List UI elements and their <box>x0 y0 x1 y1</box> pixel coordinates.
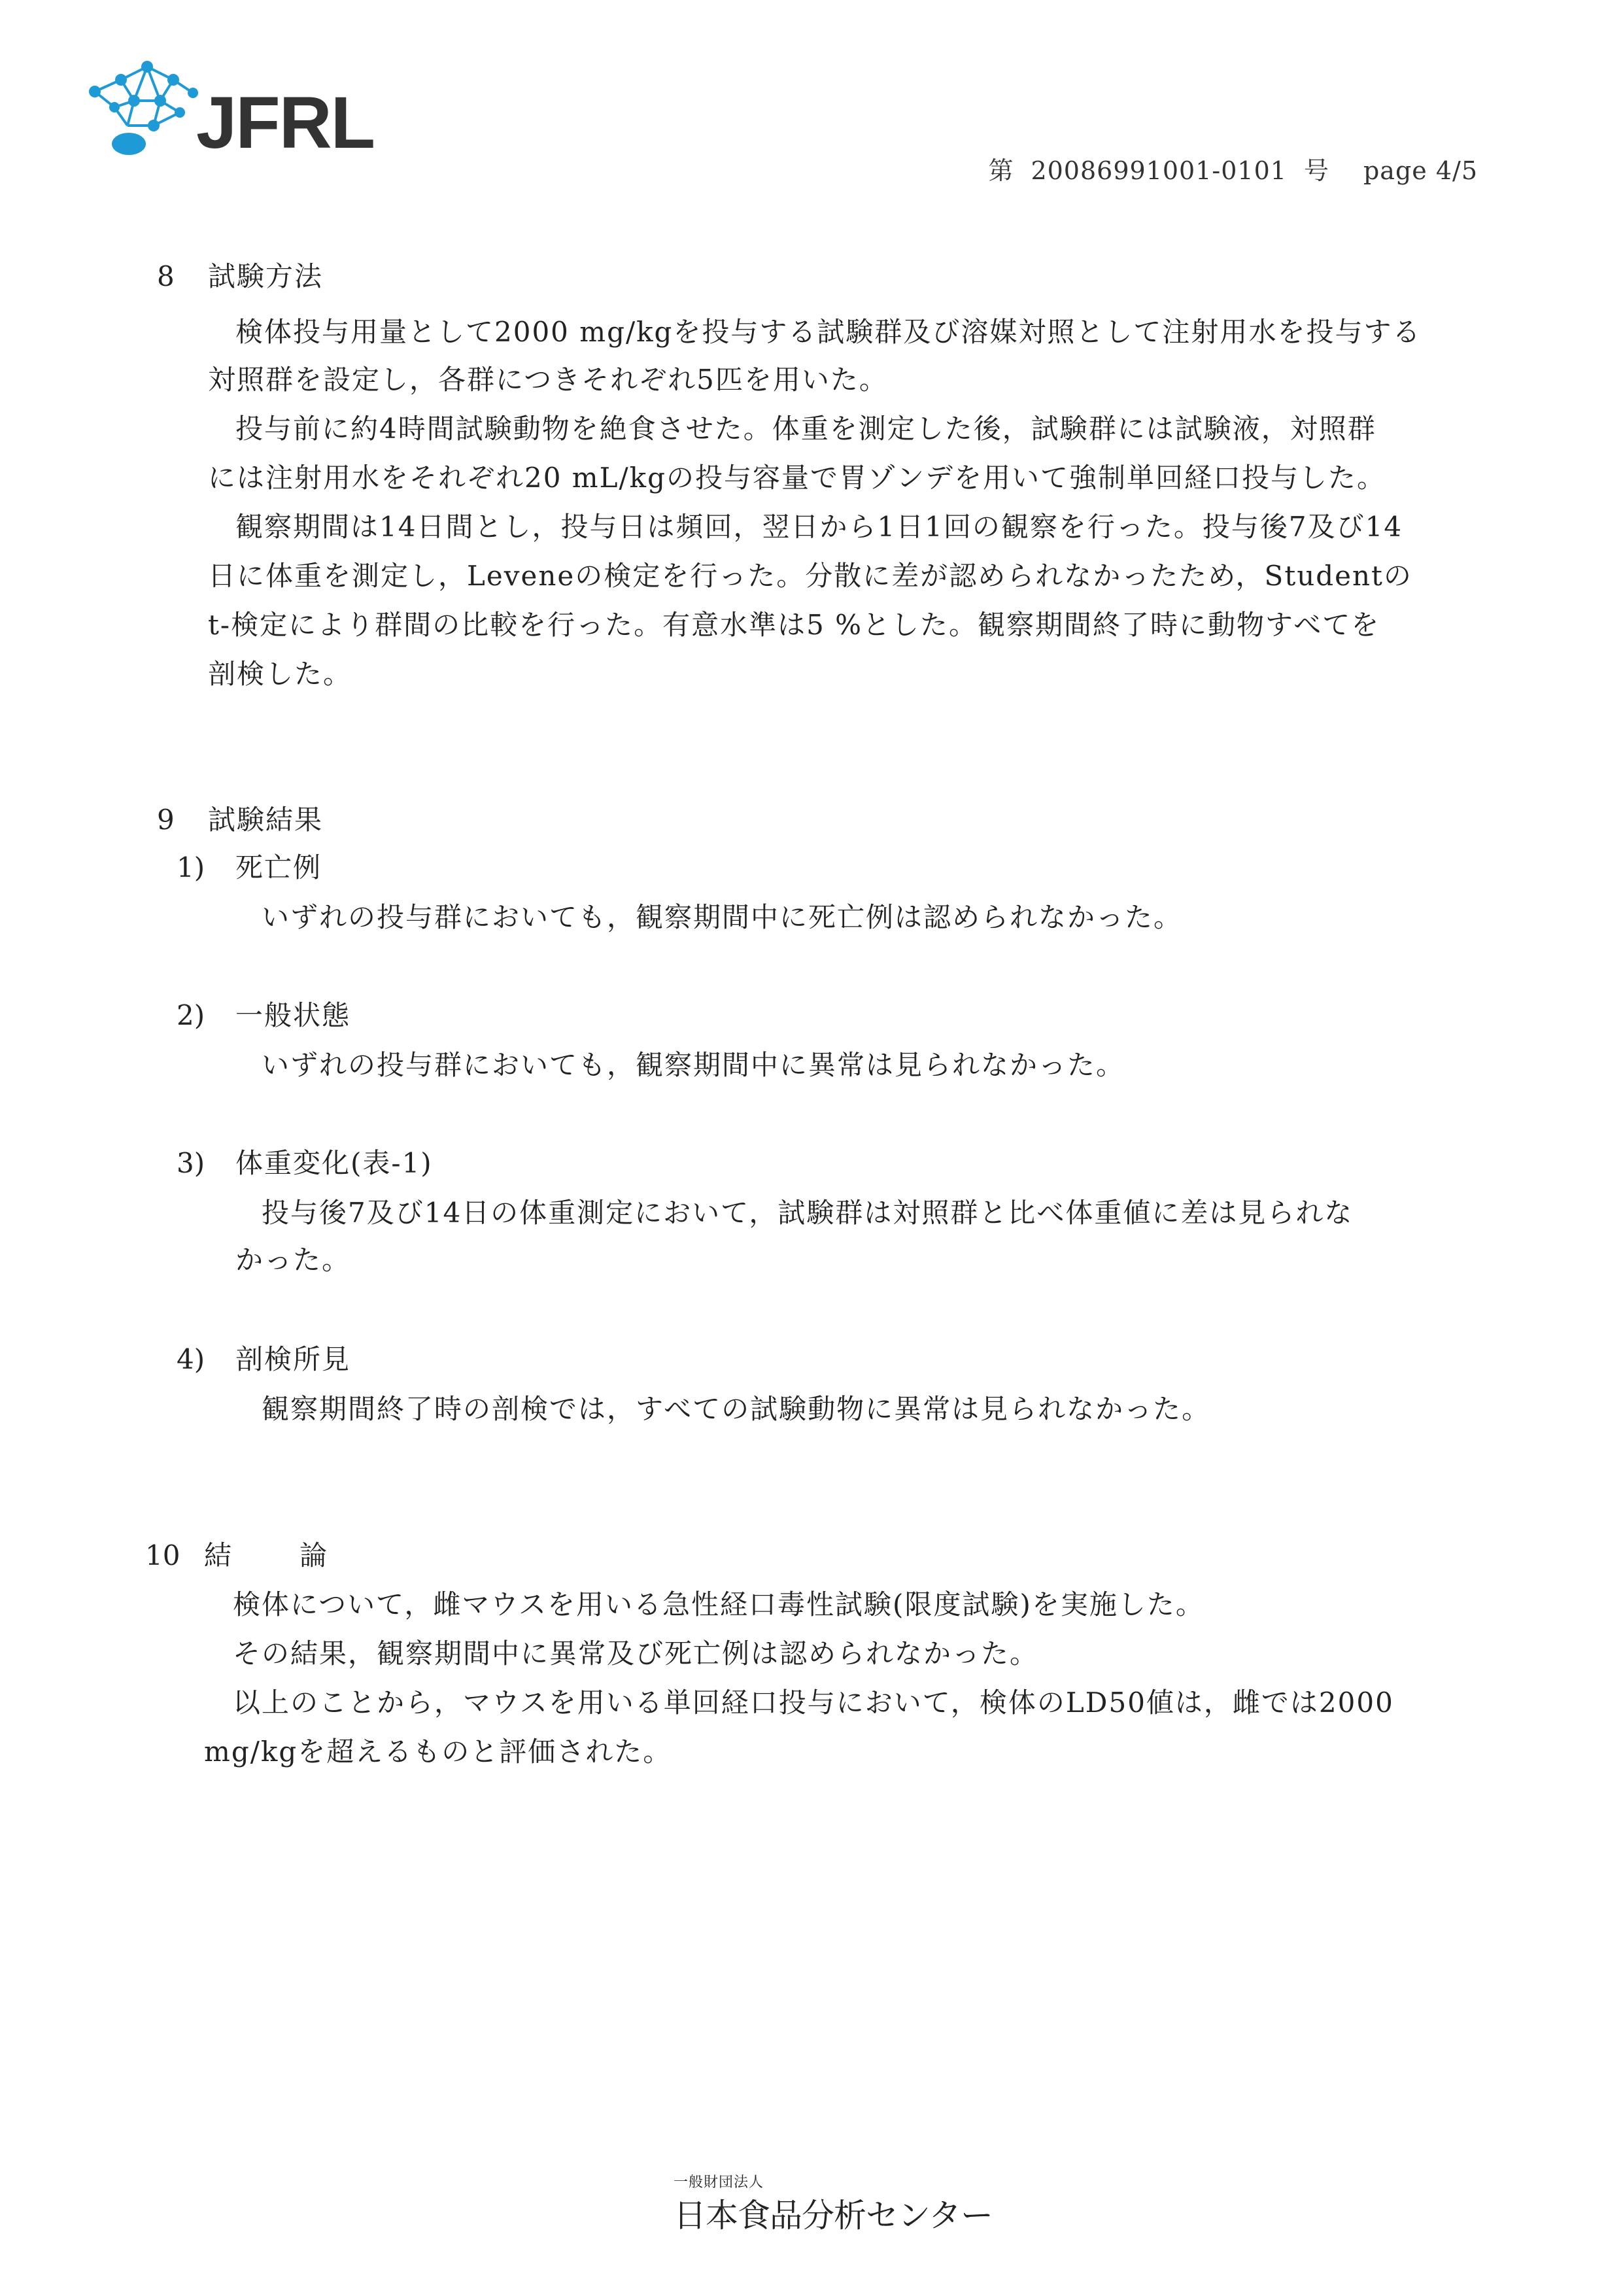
section-10-line-4: mg/kgを超えるものと評価された。 <box>204 1736 672 1768</box>
section-9-number: 9 <box>157 804 175 836</box>
item-4-line-1: 観察期間終了時の剖検では，すべての試験動物に異常は見られなかった。 <box>262 1393 1211 1425</box>
section-8-title: 試験方法 <box>208 260 324 292</box>
item-4-title: 剖検所見 <box>235 1343 351 1375</box>
section-8-line-4: には注射用水をそれぞれ20 mL/kgの投与容量で胃ゾンデを用いて強制単回経口投与した。 <box>208 462 1386 494</box>
item-3-number: 3) <box>177 1147 205 1179</box>
section-8-number: 8 <box>157 260 175 292</box>
section-8-line-1: 検体投与用量として2000 mg/kgを投与する試験群及び溶媒対照として注射用水を投与する <box>235 316 1422 348</box>
item-3-title: 体重変化(表-1) <box>235 1147 433 1179</box>
section-10-title-a: 結 <box>204 1539 233 1571</box>
section-8-line-2: 対照群を設定し，各群につきそれぞれ5匹を用いた。 <box>208 364 888 396</box>
footer-org-type: 一般財団法人 <box>674 2174 764 2191</box>
section-8-line-8: 剖検した。 <box>208 658 352 690</box>
item-1-line-1: いずれの投与群においても，観察期間中に死亡例は認められなかった。 <box>262 901 1183 933</box>
section-9-title: 試験結果 <box>208 804 324 836</box>
section-10-title-b: 論 <box>299 1539 329 1571</box>
item-1-number: 1) <box>177 851 205 883</box>
section-10-line-2: その結果，観察期間中に異常及び死亡例は認められなかった。 <box>233 1637 1039 1670</box>
document-number <box>988 150 1478 186</box>
section-8-line-5: 観察期間は14日間とし，投与日は頻回，翌日から1日1回の観察を行った。投与後7及び14 <box>235 511 1403 543</box>
section-8-line-7: t-検定により群間の比較を行った。有意水準は5 %とした。観察期間終了時に動物すべてを <box>208 609 1380 641</box>
section-10-number: 10 <box>145 1539 180 1571</box>
section-8-line-3: 投与前に約4時間試験動物を絶食させた。体重を測定した後，試験群には試験液，対照群 <box>235 413 1376 445</box>
item-3-line-2: かった。 <box>235 1244 351 1276</box>
section-10-line-1: 検体について，雌マウスを用いる急性経口毒性試験(限度試験)を実施した。 <box>233 1588 1204 1620</box>
item-4-number: 4) <box>177 1343 205 1375</box>
footer-org-name: 日本食品分析センター <box>674 2197 993 2235</box>
logo-text: JFRL <box>196 82 374 163</box>
item-2-number: 2) <box>177 999 205 1031</box>
molecule-logo-icon <box>82 60 199 165</box>
item-2-line-1: いずれの投与群においても，観察期間中に異常は見られなかった。 <box>262 1049 1125 1081</box>
section-10-line-3: 以上のことから，マウスを用いる単回経口投与において，検体のLD50値は，雌では2000 <box>233 1687 1394 1719</box>
doc-number: 20086991001-0101 <box>1031 156 1287 185</box>
section-8-line-6: 日に体重を測定し，Leveneの検定を行った。分散に差が認められなかったため，Studentの <box>208 560 1412 592</box>
page-number: page 4/5 <box>1363 156 1478 185</box>
item-3-line-1: 投与後7及び14日の体重測定において，試験群は対照群と比べ体重値に差は見られな <box>262 1197 1354 1229</box>
item-1-title: 死亡例 <box>235 851 322 883</box>
item-2-title: 一般状態 <box>235 999 351 1031</box>
doc-suffix: 号 <box>1303 156 1329 185</box>
company-logo <box>82 60 389 165</box>
doc-prefix: 第 <box>988 156 1014 185</box>
